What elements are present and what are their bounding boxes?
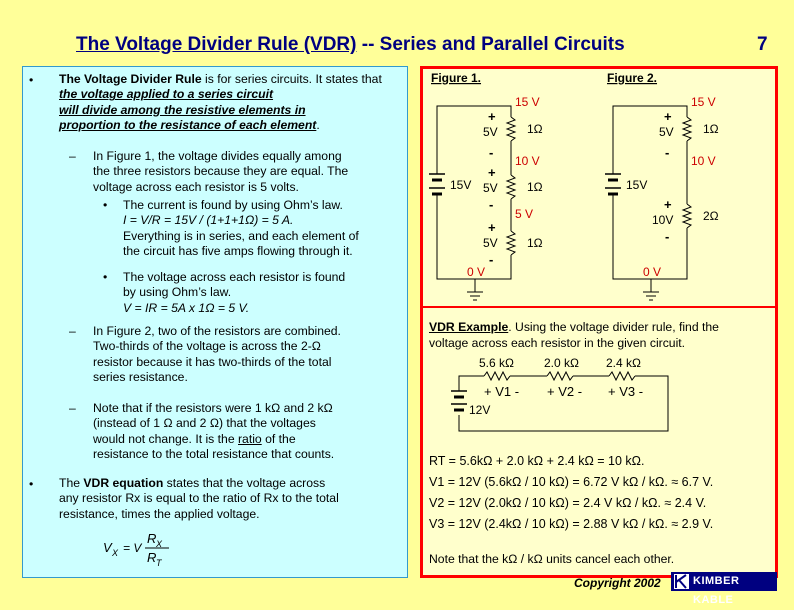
example-intro-rest: . Using the voltage divider rule, find the <box>508 320 719 334</box>
fig1-minus: - <box>489 252 494 267</box>
b1-rest: is for series circuits. It states that <box>201 72 382 86</box>
formula-eq: = V <box>123 541 142 555</box>
v2-line: V2 = 12V (2.0kΩ / 10 kΩ) = 2.4 V kΩ / kΩ. ≈ 2.4 V. <box>429 496 707 510</box>
fig1-node-label: 10 V <box>515 154 540 168</box>
formula-lhs-sub: X <box>112 548 119 558</box>
units-note: Note that the kΩ / kΩ units cancel each other. <box>429 552 675 566</box>
fig2-node-label: 15 V <box>691 95 716 109</box>
vdr-equation-term: VDR equation <box>83 476 164 490</box>
bullet-dot: • <box>103 270 108 284</box>
kimber-kable-logo <box>671 572 777 606</box>
formula-lhs: V <box>103 540 112 555</box>
logo-text: KIMBER KABLE <box>693 575 740 606</box>
rt-line: RT = 5.6kΩ + 2.0 kΩ + 2.4 kΩ = 10 kΩ. <box>429 454 645 468</box>
ss1-line: Everything is in series, and each element of <box>123 228 359 243</box>
b1-end: . <box>316 118 320 133</box>
logo-mark-icon <box>674 574 689 589</box>
fig2-drop: 5V <box>659 125 674 139</box>
vdr-example-intro <box>429 319 773 351</box>
ex-resistor-3 <box>609 372 635 380</box>
fig1-source-label: 15V <box>450 178 472 192</box>
fig1-plus: + <box>488 109 496 124</box>
ex-voltage-v2: + V2 - <box>547 384 583 399</box>
fig1-resistor-3 <box>507 231 515 255</box>
b2-rest: states that the voltage across <box>163 476 326 490</box>
fig2-node-label: 10 V <box>691 154 716 168</box>
b2-pre: The <box>59 476 84 490</box>
fig1-drop: 5V <box>483 181 498 195</box>
fig1-node-label: 15 V <box>515 95 540 109</box>
fig1-minus: - <box>489 197 494 212</box>
s1-line: In Figure 1, the voltage divides equally among <box>93 149 342 163</box>
ex-resistor-2 <box>547 372 573 380</box>
ss1-line: the circuit has five amps flowing through it. <box>123 244 353 259</box>
figure2-label: Figure 2. <box>607 71 658 85</box>
formula-den: R <box>147 550 157 565</box>
s3-line: resistance to the total resistance that counts. <box>93 447 335 462</box>
subsub-current <box>123 198 407 260</box>
ss2-line: V = IR = 5A x 1Ω = 5 V. <box>123 300 250 315</box>
title-underlined: The Voltage Divider Rule (VDR) <box>76 34 357 55</box>
vdr-term: The Voltage Divider Rule <box>59 72 202 86</box>
ss2-line: The voltage across each resistor is found <box>123 270 346 284</box>
b2-line: any resistor Rx is equal to the ratio of Rx to the total <box>59 491 339 506</box>
fig2-resistor-value: 2Ω <box>703 209 719 223</box>
ex-voltage-v3: + V3 - <box>608 384 644 399</box>
fig2-resistor-value: 1Ω <box>703 122 719 136</box>
panel-divider <box>423 306 775 308</box>
vdr-formula <box>99 525 209 571</box>
s3-line: would not change. It is the <box>93 431 238 446</box>
b2-line: resistance, times the applied voltage. <box>59 506 260 521</box>
figure1-label: Figure 1. <box>431 71 482 85</box>
fig1-drop: 5V <box>483 125 498 139</box>
fig2-minus: - <box>665 145 670 160</box>
page-number: 7 <box>757 34 768 55</box>
ex-resistor-1 <box>484 372 510 380</box>
bullet-dot: • <box>29 477 34 491</box>
fig2-resistor-2 <box>683 204 691 228</box>
s2-line: series resistance. <box>93 370 188 385</box>
s2-line: In Figure 2, two of the resistors are combined. <box>93 324 341 338</box>
s3-line: Note that if the resistors were 1 kΩ and 2 kΩ <box>93 401 333 415</box>
formula-num-sub: X <box>156 539 163 549</box>
example-circuit <box>423 353 775 453</box>
fig2-plus: + <box>664 109 672 124</box>
ex-resistor-value: 5.6 kΩ <box>479 356 514 370</box>
fig1-minus: - <box>489 145 494 160</box>
fig1-resistor-value: 1Ω <box>527 236 543 250</box>
ratio-word: ratio <box>238 431 262 446</box>
title-rest: -- Series and Parallel Circuits <box>356 34 625 55</box>
b1-emph-2: will divide among the resistive elements in <box>59 102 306 117</box>
ss1-line: The current is found by using Ohm’s law. <box>123 198 343 212</box>
sub-ratio-note <box>93 401 405 463</box>
right-figure-panel <box>420 66 778 578</box>
fig1-drop: 5V <box>483 236 498 250</box>
s3-line: of the <box>261 431 296 446</box>
bullet-vdr-equation <box>59 476 405 522</box>
fig2-minus: - <box>665 229 670 244</box>
fig1-resistor-1 <box>507 117 515 141</box>
bullet-dot: • <box>29 73 34 87</box>
v1-line: V1 = 12V (5.6kΩ / 10 kΩ) = 6.72 V kΩ / kΩ. ≈ 6.7 V. <box>429 475 714 489</box>
dash: – <box>69 149 76 163</box>
title-text <box>76 34 625 56</box>
bullet-vdr-definition <box>59 72 404 134</box>
example-intro-line2: voltage across each resistor in the given circuit. <box>429 336 686 350</box>
fig2-wire-top <box>613 106 687 174</box>
s2-line: resistor because it has two-thirds of the total <box>93 354 332 369</box>
vdr-example-heading: VDR Example <box>429 320 509 334</box>
ex-resistor-value: 2.0 kΩ <box>544 356 579 370</box>
sub-figure1 <box>93 149 405 195</box>
v3-line: V3 = 12V (2.4kΩ / 10 kΩ) = 2.88 V kΩ / kΩ. ≈ 2.9 V. <box>429 517 714 531</box>
fig1-node-label: 5 V <box>515 207 534 221</box>
fig1-plus: + <box>488 220 496 235</box>
slide-title <box>0 34 794 60</box>
bullet-dot: • <box>103 198 108 212</box>
fig2-plus: + <box>664 197 672 212</box>
s2-line: Two-thirds of the voltage is across the 2-Ω <box>93 339 321 354</box>
b1-emph-1: the voltage applied to a series circuit <box>59 87 274 102</box>
ex-voltage-v1: + V1 - <box>484 384 520 399</box>
left-text-panel <box>22 66 408 578</box>
ex-source-label: 12V <box>469 403 491 417</box>
fig1-resistor-value: 1Ω <box>527 122 543 136</box>
fig1-resistor-value: 1Ω <box>527 180 543 194</box>
figures-svg <box>423 69 775 306</box>
b1-emph-3: proportion to the resistance of each element <box>59 118 317 133</box>
s3-line: (instead of 1 Ω and 2 Ω) that the voltages <box>93 416 316 431</box>
ex-resistor-value: 2.4 kΩ <box>606 356 641 370</box>
fig2-resistor-1 <box>683 117 691 141</box>
formula-num: R <box>147 531 157 546</box>
ex-wire <box>459 376 484 391</box>
fig2-node-label: 0 V <box>643 265 662 279</box>
ss2-line: by using Ohm’s law. <box>123 285 232 300</box>
vdr-example-solution <box>429 453 775 533</box>
sub-figure2 <box>93 324 405 386</box>
fig2-source-label: 15V <box>626 178 648 192</box>
dash: – <box>69 401 76 415</box>
s1-line: voltage across each resistor is 5 volts. <box>93 179 299 194</box>
copyright: Copyright 2002 <box>574 576 661 590</box>
s1-line: the three resistors because they are equal. The <box>93 164 349 179</box>
fig1-node-label: 0 V <box>467 265 486 279</box>
fig1-wire-top <box>437 106 511 174</box>
fig2-drop: 10V <box>652 213 674 227</box>
fig1-plus: + <box>488 165 496 180</box>
ss1-line: I = V/R = 15V / (1+1+1Ω) = 5 A. <box>123 213 294 228</box>
fig1-resistor-2 <box>507 175 515 199</box>
formula-den-sub: T <box>156 558 162 568</box>
subsub-voltage <box>123 270 407 316</box>
dash: – <box>69 324 76 338</box>
